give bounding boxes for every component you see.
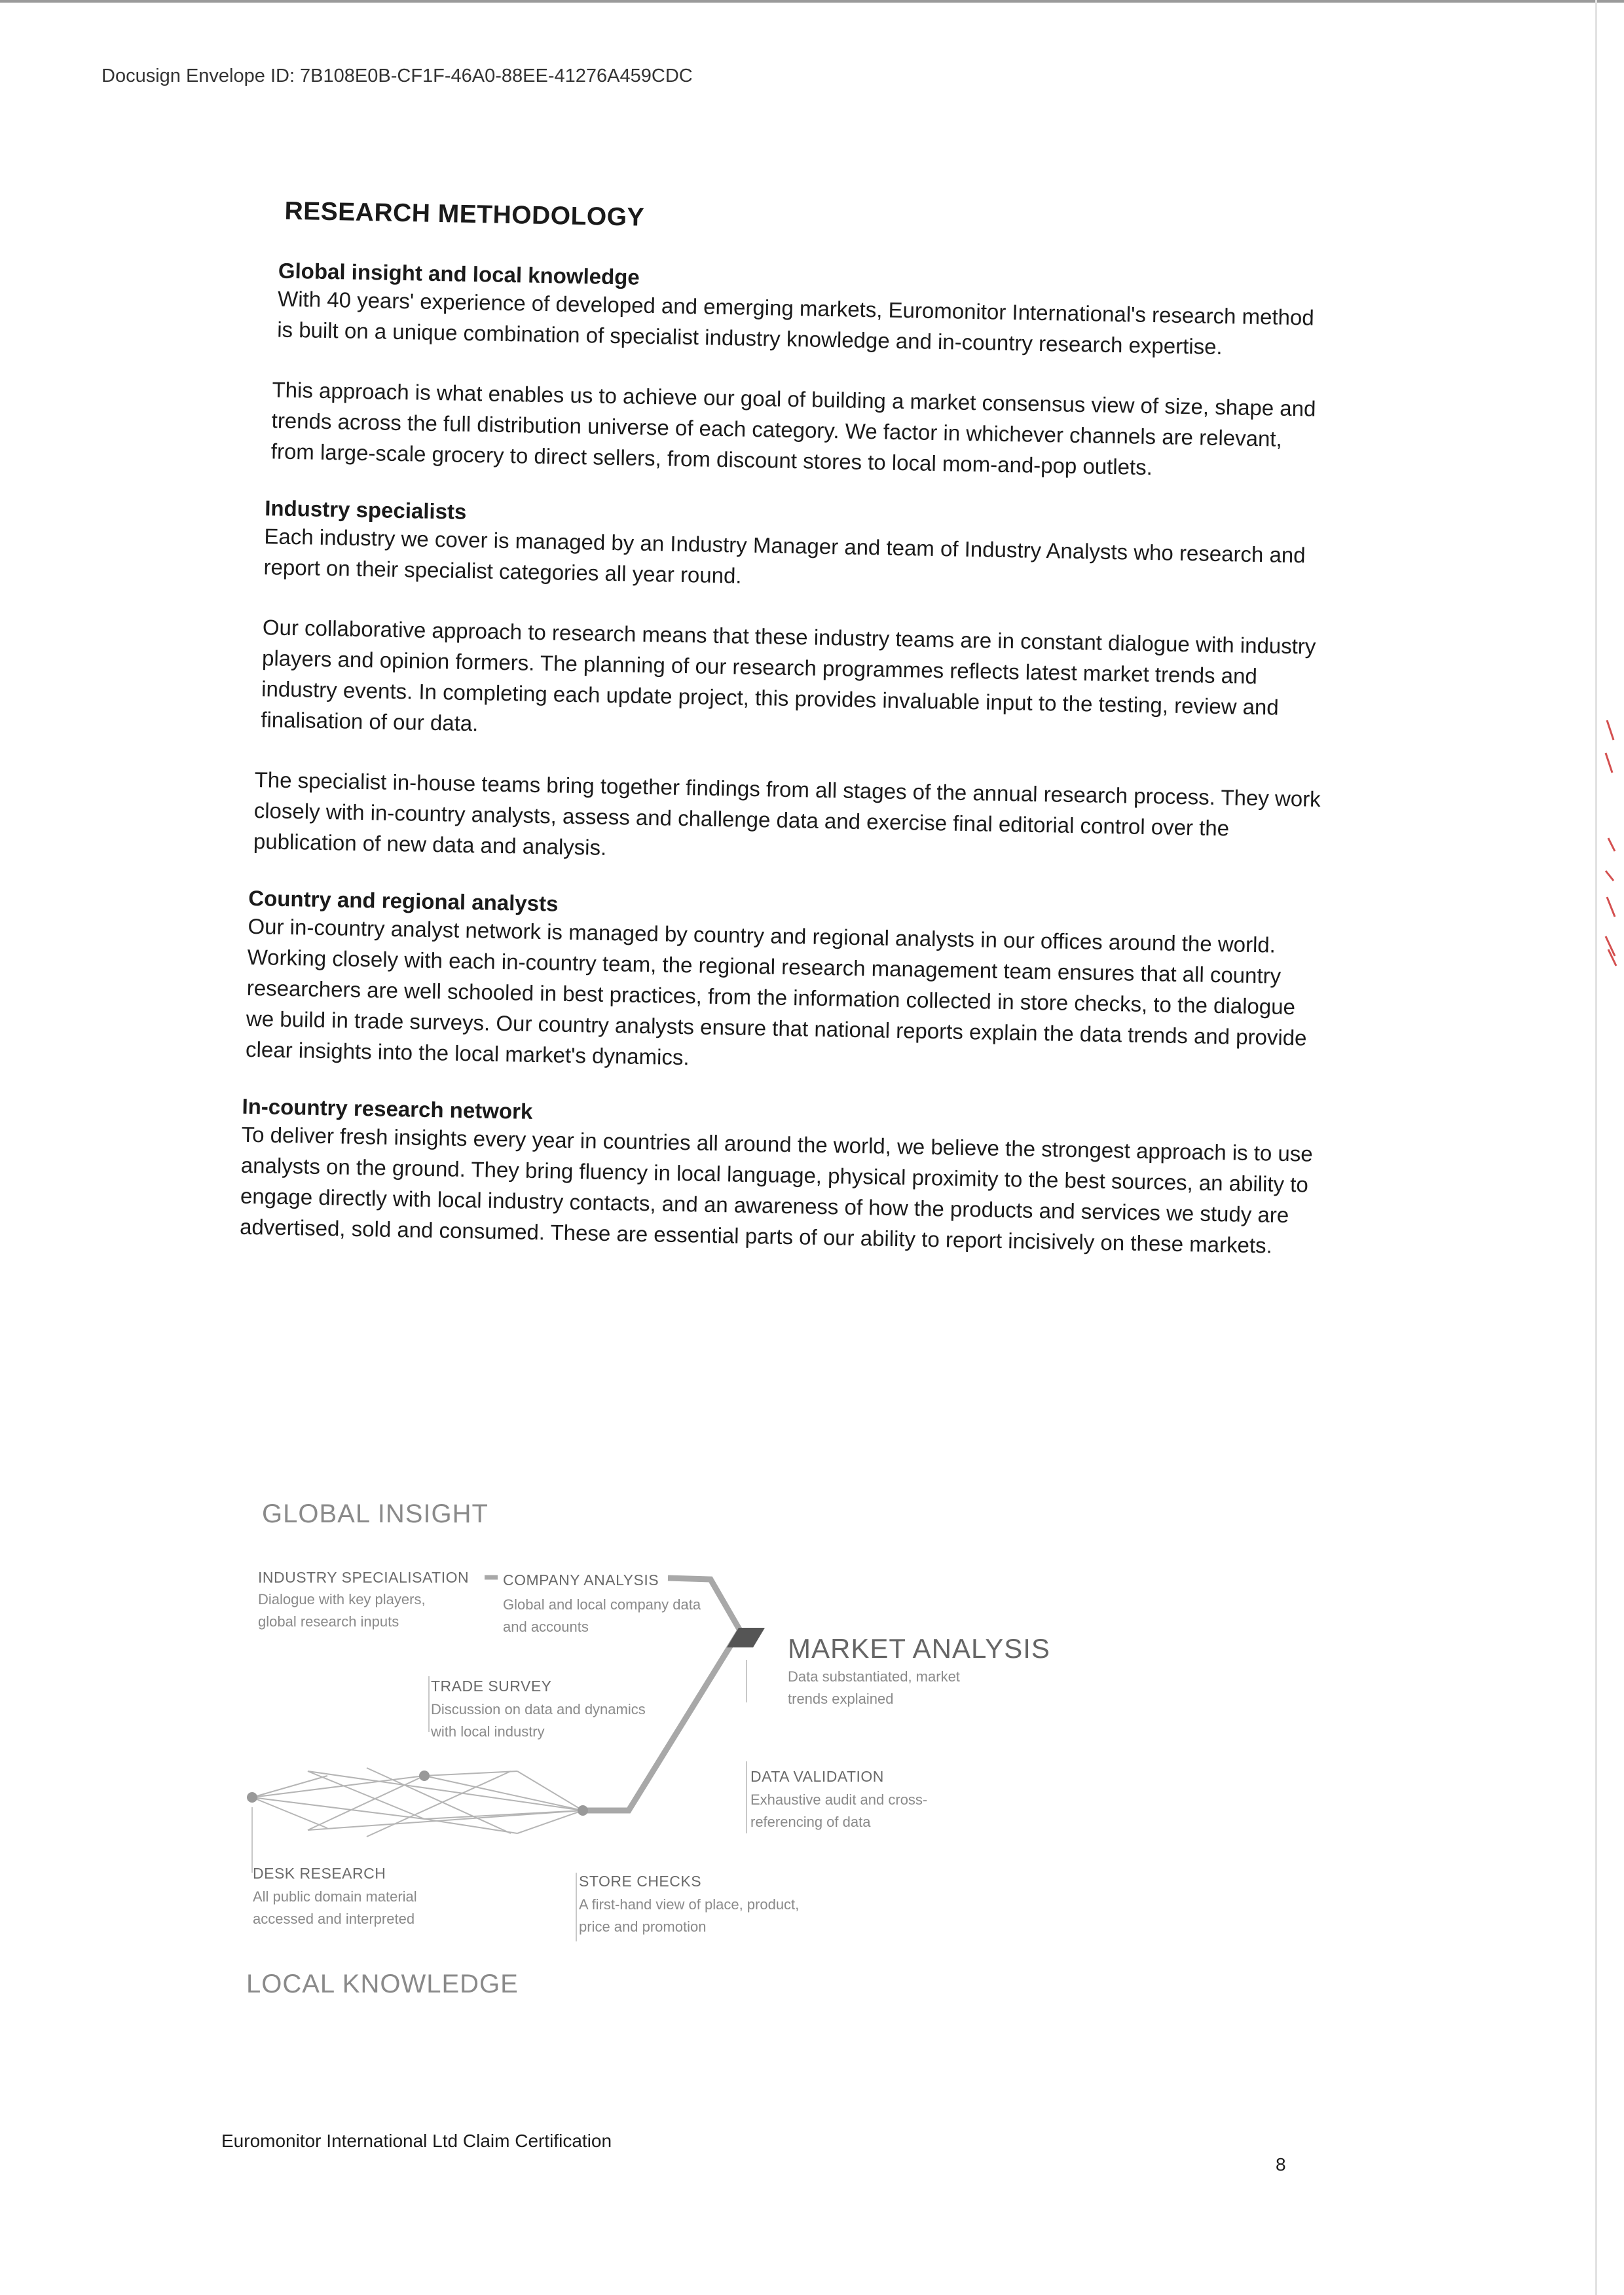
section-title: Country and regional analysts xyxy=(248,885,559,916)
industry-specialisation-desc: Dialogue with key players, global research inputs xyxy=(258,1591,426,1630)
desk-research-label: DESK RESEARCH xyxy=(253,1865,386,1882)
footer-text: Euromonitor International Ltd Claim Certification xyxy=(221,2131,612,2151)
paragraph: Our collaborative approach to research means that these industry teams are in constant dialogue with industry players and opinion formers. The planning of our research programmes reflects latest market trends and industry events. In completing each update project, this provides invaluable input to the testing, review and finalisation of our data. xyxy=(261,615,1316,736)
local-knowledge-title: LOCAL KNOWLEDGE xyxy=(246,1970,519,1998)
section-title: Global insight and local knowledge xyxy=(278,258,640,289)
paragraph: With 40 years' experience of developed and emerging markets, Euromonitor International's research method is built on a unique combination of specialist industry knowledge and in-country research expertise. xyxy=(276,286,1314,359)
network-line xyxy=(308,1771,583,1810)
network-line xyxy=(424,1819,517,1833)
market-analysis-desc: Data substantiated, market trends explained xyxy=(788,1668,960,1707)
network-lines xyxy=(252,1768,583,1837)
node-trade-survey xyxy=(419,1771,430,1781)
node-store-checks xyxy=(578,1805,588,1816)
data-validation-label: DATA VALIDATION xyxy=(750,1768,884,1785)
company-analysis-label: COMPANY ANALYSIS xyxy=(503,1571,659,1588)
data-validation-desc: Exhaustive audit and cross-referencing of data xyxy=(750,1791,928,1830)
paragraph: To deliver fresh insights every year in countries all around the world, we believe the strongest approach is to use analysts on the ground. They bring fluency in local language, physical proximity to the best sources, an ability to engage directly with local industry contacts, and an awareness of how the products and services we study are advertised, sold and consumed. These are essential parts of our ability to report incisively on these markets. xyxy=(239,1122,1314,1258)
paragraph: This approach is what enables us to achieve our goal of building a market consensus view of size, shape and trends across the full distribution universe of each category. We factor in whichever channels are relevant, from large-scale grocery to direct sellers, from discount stores to local mom-and-pop outlets. xyxy=(270,377,1316,480)
network-line xyxy=(424,1810,583,1819)
paragraph: Our in-country analyst network is managed by country and regional analysts in our offices around the world. Working closely with each in-country team, the regional research management team ensures that all country researchers are well schooled in best practices, from the information collected in store checks, to the dialogue we build in trade surveys. Our country analysts ensure that national reports explain the data trends and provide clear insights into the local market's dynamics. xyxy=(245,913,1307,1070)
store-checks-label: STORE CHECKS xyxy=(579,1873,702,1890)
node-desk-research xyxy=(247,1792,257,1803)
network-line xyxy=(252,1776,327,1797)
docusign-envelope-id: Docusign Envelope ID: 7B108E0B-CF1F-46A0-88EE-41276A459CDC xyxy=(101,65,693,86)
market-analysis-label: MARKET ANALYSIS xyxy=(788,1633,1050,1664)
section-title: In-country research network xyxy=(242,1093,533,1124)
global-insight-title: GLOBAL INSIGHT xyxy=(262,1499,489,1528)
page-number: 8 xyxy=(1276,2154,1286,2175)
network-line xyxy=(308,1776,424,1830)
paragraph: The specialist in-house teams bring together findings from all stages of the annual research process. They work closely with in-country analysts, assess and challenge data and exercise final editorial control over the publication of new data and analysis. xyxy=(253,767,1321,860)
industry-specialisation-label: INDUSTRY SPECIALISATION xyxy=(258,1569,470,1586)
trade-survey-label: TRADE SURVEY xyxy=(431,1678,552,1695)
paragraph: Each industry we cover is managed by an Industry Manager and team of Industry Analysts who research and report on their specialist categories all year round. xyxy=(263,524,1306,588)
store-checks-desc: A first-hand view of place, product, price and promotion xyxy=(579,1896,800,1935)
network-line xyxy=(517,1771,583,1810)
trade-survey-desc: Discussion on data and dynamics with local industry xyxy=(431,1701,646,1740)
network-line xyxy=(308,1810,583,1830)
page-title: RESEARCH METHODOLOGY xyxy=(284,196,645,232)
company-analysis-desc: Global and local company data and accounts xyxy=(503,1596,701,1635)
red-stamp-mark-icon xyxy=(1603,720,1620,969)
network-line xyxy=(367,1768,511,1833)
network-line xyxy=(252,1776,424,1797)
desk-research-desc: All public domain material accessed and interpreted xyxy=(253,1888,417,1927)
section-title: Industry specialists xyxy=(264,496,467,524)
